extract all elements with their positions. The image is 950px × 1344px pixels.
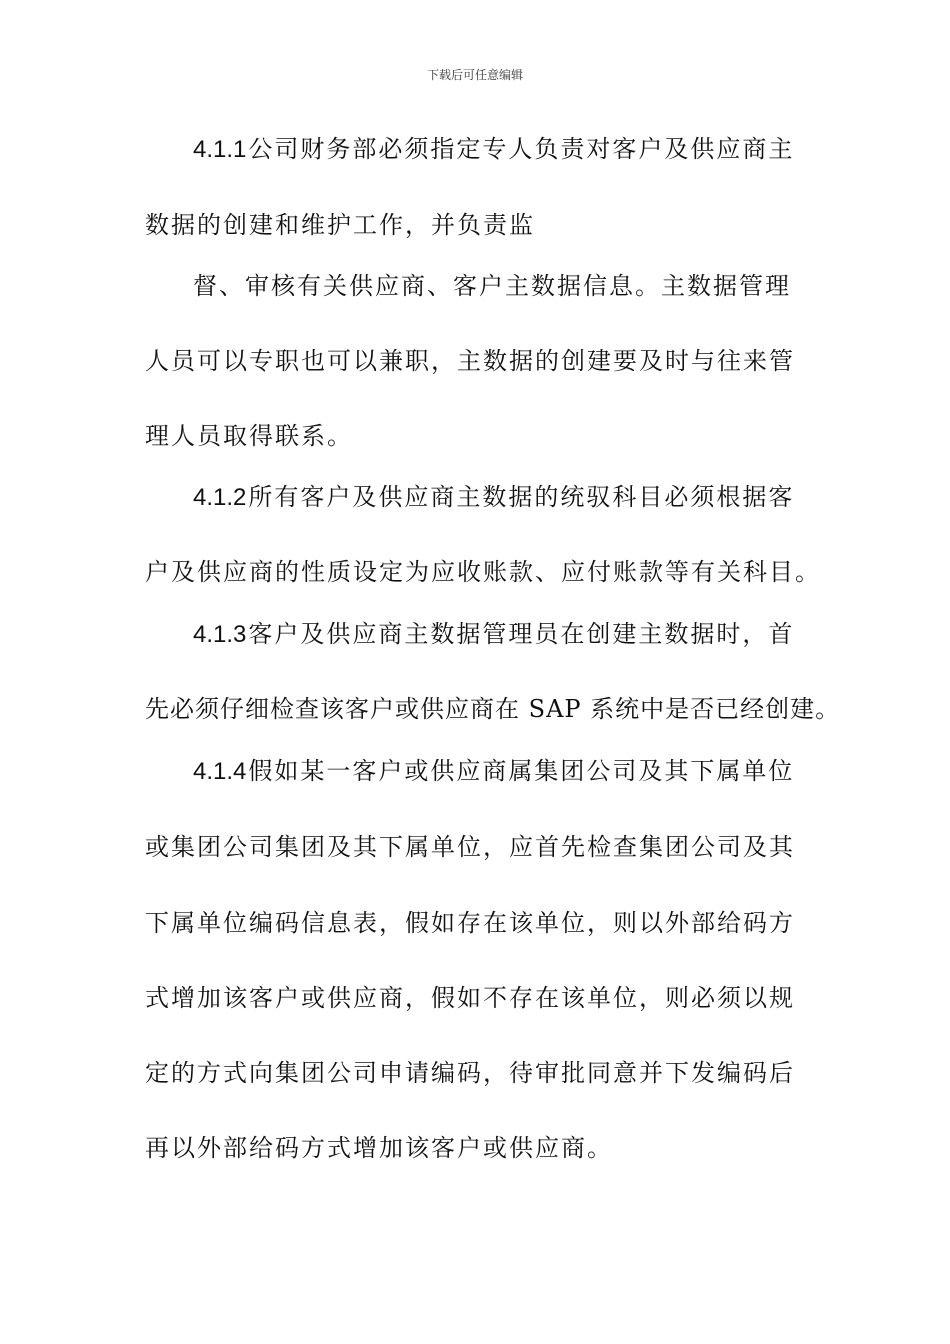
paragraph-4-1-2-line-1: [193, 482, 794, 513]
paragraph-4-1-4-line-3: 下属单位编码信息表，假如存在该单位，则以外部给码方: [145, 909, 795, 937]
paragraph-4-1-4-line-2: 或集团公司集团及其下属单位，应首先检查集团公司及其: [145, 833, 795, 861]
paragraph-4-1-2-line-2: 户及供应商的性质设定为应收账款、应付账款等有关科目。: [145, 558, 821, 586]
paragraph-4-1-3-line-2: 先必须仔细检查该客户或供应商在 SAP 系统中是否已经创建。: [145, 695, 841, 723]
paragraph-4-1-1-line-3: 督、审核有关供应商、客户主数据信息。主数据管理: [193, 272, 791, 300]
paragraph-4-1-1-line-1: [193, 134, 794, 165]
section-number: 4.1.4: [193, 758, 247, 785]
paragraph-4-1-4-line-5: 定的方式向集团公司申请编码，待审批同意并下发编码后: [145, 1059, 795, 1087]
paragraph-4-1-4-line-4: 式增加该客户或供应商，假如不存在该单位，则必须以规: [145, 984, 795, 1012]
paragraph-4-1-1-line-4: 人员可以专职也可以兼职，主数据的创建要及时与往来管: [145, 347, 795, 375]
paragraph-text: 客户及供应商主数据管理员在创建主数据时，首: [248, 620, 795, 648]
paragraph-text: 假如某一客户或供应商属集团公司及其下属单位: [248, 757, 795, 785]
section-number: 4.1.2: [193, 484, 247, 511]
paragraph-text: 所有客户及供应商主数据的统驭科目必须根据客: [248, 483, 795, 511]
section-number: 4.1.1: [193, 136, 247, 163]
paragraph-4-1-4-line-1: [193, 756, 794, 787]
paragraph-4-1-1-line-2: 数据的创建和维护工作，并负责监: [145, 211, 535, 239]
page-header: 下载后可任意编辑: [426, 68, 523, 82]
paragraph-text: 公司财务部必须指定专人负责对客户及供应商主: [248, 135, 795, 163]
paragraph-4-1-1-line-5: 理人员取得联系。: [145, 422, 353, 450]
section-number: 4.1.3: [193, 621, 247, 648]
paragraph-4-1-4-line-6: 再以外部给码方式增加该客户或供应商。: [145, 1134, 613, 1162]
paragraph-4-1-3-line-1: [193, 619, 794, 650]
